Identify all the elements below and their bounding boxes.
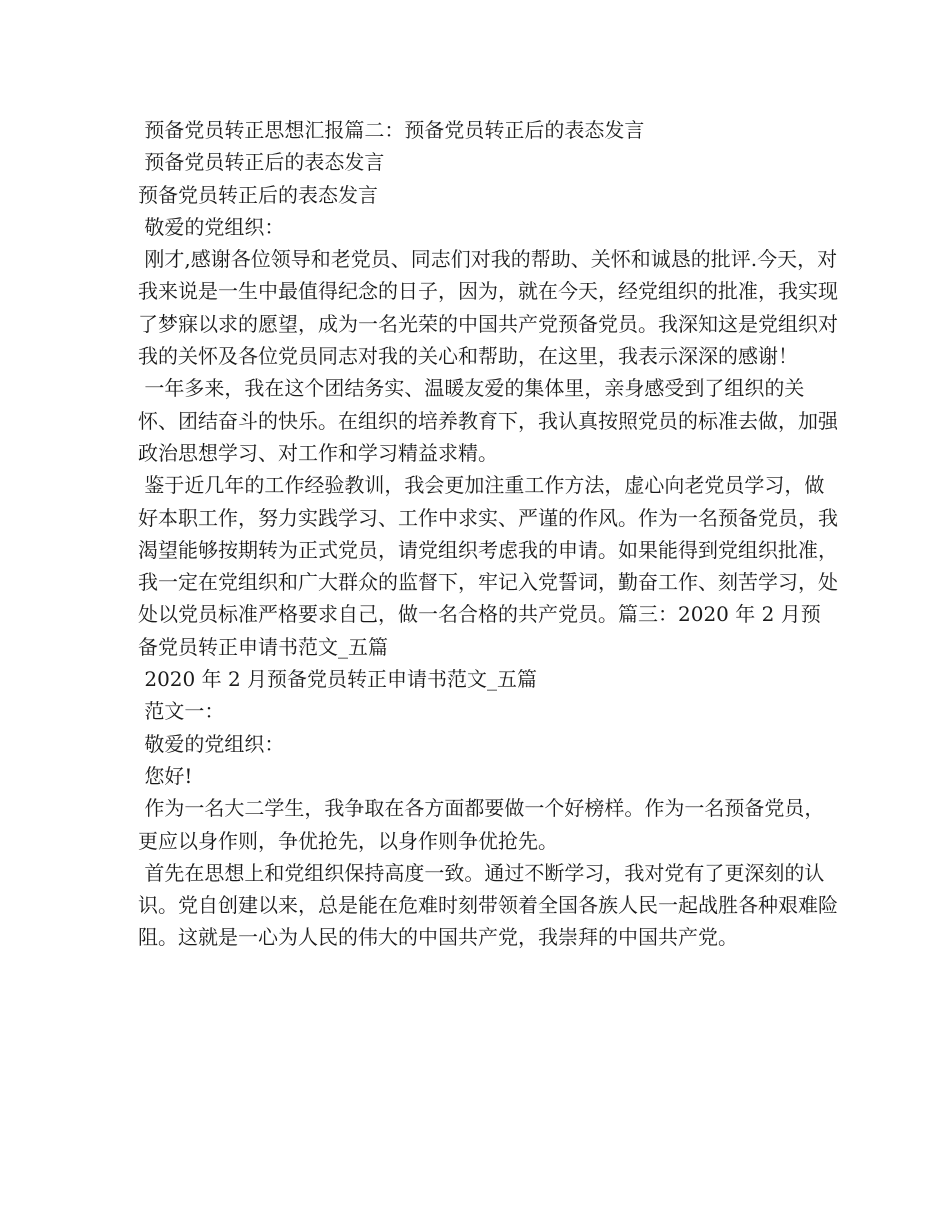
body-paragraph: 一年多来，我在这个团结务实、温暖友爱的集体里，亲身感受到了组织的关怀、团结奋斗的快乐。在组织的培养教育下，我认真按照党员的标准去做，加强政治思想学习、对工作和学习精益求精。	[138, 376, 838, 465]
body-paragraph: 鉴于近几年的工作经验教训，我会更加注重工作方法，虚心向老党员学习，做好本职工作，努力实践学习、工作中求实、严谨的作风。作为一名预备党员，我渴望能够按期转为正式党员，请党组织考虑我的申请。如果能得到党组织批准，我一定在党组织和广大群众的监督下，牢记入党誓词，勤奋工作、刻苦学习，处处以党员标准严格要求自己，做一名合格的共产党员。篇三：2020 年 2 月预备党员转正申请书范文_五篇	[138, 473, 838, 659]
article-title: 预备党员转正后的表态发言	[138, 150, 385, 175]
sample-label: 范文一：	[138, 699, 225, 724]
body-paragraph: 作为一名大二学生，我争取在各方面都要做一个好榜样。作为一名预备党员，更应以身作则，争优抢先，以身作则争优抢先。	[138, 796, 825, 853]
body-paragraph: 首先在思想上和党组织保持高度一致。通过不断学习，我对党有了更深刻的认识。党自创建以来，总是能在危难时刻带领着全国各族人民一起战胜各种艰难险阻。这就是一心为人民的伟大的中国共产党，我崇拜的中国共产党。	[138, 860, 838, 950]
greeting: 您好!	[138, 763, 193, 788]
section-heading-3: 2020 年 2 月预备党员转正申请书范文_五篇	[138, 667, 538, 692]
body-paragraph: 刚才,感谢各位领导和老党员、同志们对我的帮助、关怀和诚恳的批评.今天，对我来说是一生中最值得纪念的日子，因为，就在今天，经党组织的批准，我实现了梦寐以求的愿望，成为一名光荣的中国共产党预备党员。我深知这是党组织对我的关怀及各位党员同志对我的关心和帮助，在这里，我表示深深的感谢！	[138, 247, 838, 369]
article-subtitle: 预备党员转正后的表态发言	[138, 182, 378, 207]
salutation: 敬爱的党组织：	[138, 214, 285, 239]
salutation: 敬爱的党组织：	[138, 731, 285, 756]
document-body	[138, 114, 838, 954]
section-heading-2: 预备党员转正思想汇报篇二：预备党员转正后的表态发言	[138, 118, 645, 142]
